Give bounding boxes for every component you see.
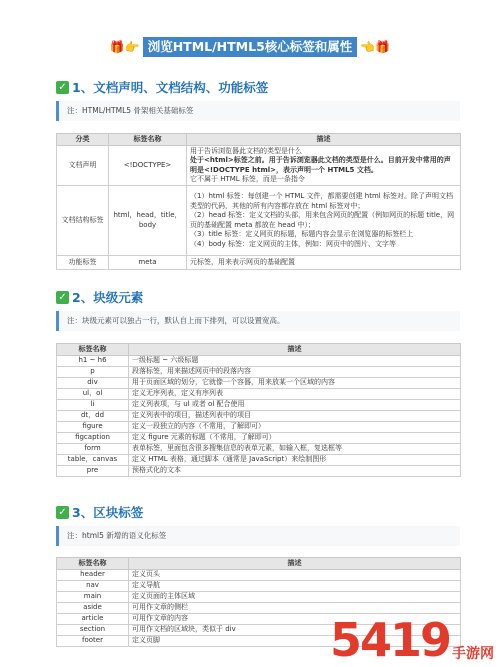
tag-name-cell: div <box>57 378 129 389</box>
tag-name-cell: dt，dd <box>57 411 129 422</box>
tag-name-cell: table，canvas <box>57 455 129 466</box>
section-2-title: 2、块级元素 <box>72 290 144 305</box>
table-header-cell: 描述 <box>129 558 461 570</box>
table-row <box>57 433 461 444</box>
table-row <box>57 400 461 411</box>
description-line: 处于<html>标签之前。用于告诉浏览器此文档的类型是什么。目前开发中常用的声明是<!DOCTYPE html>，表示声明一个 HTML5 文档。 <box>190 156 451 174</box>
check-mark-icon: ✓ <box>56 506 69 519</box>
table-row <box>57 466 461 477</box>
section-1-heading <box>56 78 268 96</box>
description-line: （3）title 标签：定义网页的标题，标题内容会显示在浏览器的标签栏上 <box>190 230 414 238</box>
table-header-row <box>57 134 461 146</box>
table-row <box>57 603 461 614</box>
table-header-cell: 标签名称 <box>109 134 187 146</box>
table-row <box>57 422 461 433</box>
gift-pointing-hand-icon: 🎁👉 <box>109 40 140 54</box>
tag-name-cell: section <box>57 625 129 636</box>
table-header-row <box>57 558 461 570</box>
tag-name-cell: p <box>57 367 129 378</box>
description-cell: 定义列表项，与 ul 或者 ol 配合使用 <box>129 400 461 411</box>
table-header-cell: 分类 <box>57 134 109 146</box>
tag-name-cell: html，head，title，body <box>109 186 187 256</box>
description-cell: 定义一段独立的内容（不常用，了解即可） <box>129 422 461 433</box>
table-row <box>57 455 461 466</box>
tag-name-cell: figcaption <box>57 433 129 444</box>
section-1-table <box>56 133 461 270</box>
description-cell: 一级标题 ~ 六级标题 <box>129 356 461 367</box>
description-cell: 定义页脚 <box>129 636 461 647</box>
table-row <box>57 146 461 186</box>
table-header-cell: 标签名称 <box>57 558 129 570</box>
description-cell <box>187 146 461 186</box>
tag-name-cell: h1 ~ h6 <box>57 356 129 367</box>
description-cell: 可用作文章的内容 <box>129 614 461 625</box>
description-cell: 定义 figure 元素的标题（不常用，了解即可） <box>129 433 461 444</box>
description-cell: 用于页面区域的划分，它就像一个容器，用来放某一个区域的内容 <box>129 378 461 389</box>
tag-name-cell: pre <box>57 466 129 477</box>
category-cell: 功能标签 <box>57 256 109 270</box>
section-2-table <box>56 343 461 477</box>
description-cell: 定义导航 <box>129 581 461 592</box>
page-title: 浏览HTML/HTML5核心标签和属性 <box>143 37 358 57</box>
table-row <box>57 367 461 378</box>
tag-name-cell: <!DOCTYPE> <box>109 146 187 186</box>
tag-name-cell: form <box>57 444 129 455</box>
description-cell: 表单标签，里面包含很多搜集信息的表单元素，如输入框，复选框等 <box>129 444 461 455</box>
tag-name-cell: nav <box>57 581 129 592</box>
table-header-row <box>57 344 461 356</box>
tag-name-cell: ul，ol <box>57 389 129 400</box>
table-row <box>57 581 461 592</box>
table-header-cell: 描述 <box>187 134 461 146</box>
description-cell: 定义页面的主体区域 <box>129 592 461 603</box>
description-line: 它不属于 HTML 标签，而是一条指令 <box>190 175 305 183</box>
description-cell: 可用作文章的侧栏 <box>129 603 461 614</box>
table-row <box>57 356 461 367</box>
description-cell: 定义页头 <box>129 570 461 581</box>
tag-name-cell: footer <box>57 636 129 647</box>
tag-name-cell: article <box>57 614 129 625</box>
tag-name-cell: header <box>57 570 129 581</box>
category-cell: 文档声明 <box>57 146 109 186</box>
table-row <box>57 256 461 270</box>
table-row <box>57 186 461 256</box>
table-row <box>57 411 461 422</box>
description-cell <box>187 186 461 256</box>
check-mark-icon: ✓ <box>56 291 69 304</box>
section-1-note: 注：HTML/HTML5 骨架相关基础标签 <box>56 101 460 121</box>
tag-name-cell: meta <box>109 256 187 270</box>
description-line: （4）body 标签：定义网页的主体，例如：网页中的图片、文字等 <box>190 239 396 248</box>
description-cell: 定义 HTML 表格，通过脚本（通常是 JavaScript）来绘制图形 <box>129 455 461 466</box>
table-row <box>57 389 461 400</box>
section-2-note: 注：块级元素可以独占一行，默认自上而下排列，可以设置宽高。 <box>56 311 460 331</box>
table-header-cell: 标签名称 <box>57 344 129 356</box>
table-row <box>57 444 461 455</box>
section-1-title: 1、文档声明、文档结构、功能标签 <box>72 80 269 95</box>
section-3-note: 注：html5 新增的语义化标签 <box>56 526 460 546</box>
table-row <box>57 570 461 581</box>
tag-name-cell: aside <box>57 603 129 614</box>
tag-name-cell: figure <box>57 422 129 433</box>
gift-pointing-hand-icon: 👈🎁 <box>360 40 391 54</box>
description-cell: 预格式化的文本 <box>129 466 461 477</box>
description-line: （1）html 标签：每创建一个 HTML 文件，都需要创建 html 标签对。除了声明文档类型的代码，其他的所有内容都存放在 html 标签对中； <box>190 192 453 210</box>
description-line: 元标签，用来表示网页的基础配置 <box>190 257 295 266</box>
description-cell <box>187 256 461 270</box>
table-row <box>57 592 461 603</box>
section-3-heading <box>56 503 143 521</box>
description-cell: 段落标签，用来描述网页中的段落内容 <box>129 367 461 378</box>
watermark-number: 5419 <box>329 613 450 667</box>
description-line: （2）head 标签：定义文档的头部，用来包含网页的配置（例如网页的标题 title，网页的基础配置 meta 都放在 head 中）； <box>190 211 455 229</box>
description-cell: 可用作文档的区域块，类似于 div <box>129 625 461 636</box>
page-title-row <box>0 36 500 58</box>
description-cell: 定义列表中的项目，描述列表中的项目 <box>129 411 461 422</box>
table-row <box>57 378 461 389</box>
check-mark-icon: ✓ <box>56 81 69 94</box>
category-cell: 文档结构标签 <box>57 186 109 256</box>
watermark-text: 手游网 <box>452 646 494 662</box>
section-2-heading <box>56 288 143 306</box>
description-cell: 定义无序列表，定义有序列表 <box>129 389 461 400</box>
tag-name-cell: main <box>57 592 129 603</box>
table-header-cell: 描述 <box>129 344 461 356</box>
section-3-title: 3、区块标签 <box>72 505 144 520</box>
tag-name-cell: li <box>57 400 129 411</box>
description-line: 用于告诉浏览器此文档的类型是什么 <box>190 146 302 155</box>
site-watermark-logo <box>329 613 494 667</box>
